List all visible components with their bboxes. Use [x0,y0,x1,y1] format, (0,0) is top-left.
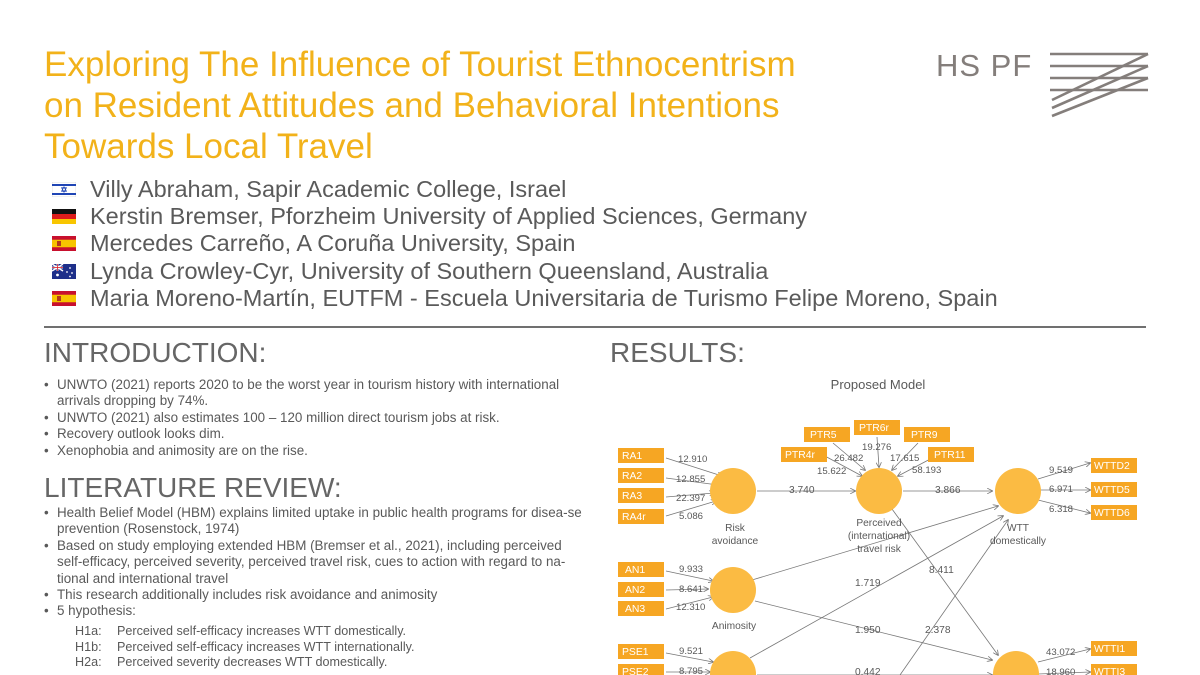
path-coefficient: 1.719 [855,578,881,589]
svg-text:RA2: RA2 [622,471,643,482]
literature-heading: LITERATURE REVIEW: [44,472,342,503]
hypothesis-list [75,624,414,671]
loading-value: 6.971 [1049,484,1074,495]
construct-nodes [710,468,1041,675]
svg-text:RA3: RA3 [622,491,643,502]
svg-text:PTR9: PTR9 [911,430,938,441]
indicator-pse2 [618,664,664,675]
loading-value: 5.086 [679,511,704,522]
travel-risk-label: travel risk [857,544,901,555]
list-item: • UNWTO (2021) also estimates 100 – 120 million direct tourism jobs at risk. [44,410,589,426]
travel-risk-label: (international) [847,531,911,542]
introduction-heading: INTRODUCTION: [44,337,267,368]
svg-text:PSE2: PSE2 [622,667,649,675]
indicator-wtti3 [1091,664,1137,675]
svg-text:PTR11: PTR11 [934,450,966,461]
author-item [52,258,998,285]
svg-text:WTTI3: WTTI3 [1094,667,1126,675]
list-item: • Health Belief Model (HBM) explains limited uptake in public health programs for disea-se prevention (Rosenstock, 1974) [44,505,584,538]
loading-value: 18.960 [1046,667,1076,675]
poster-title [44,44,904,167]
list-item: • UNWTO (2021) reports 2020 to be the worst year in tourism history with international arrivals dropping by 74%. [44,377,589,410]
author-list [52,176,998,312]
animosity-node [710,567,756,613]
svg-text:WTTD6: WTTD6 [1094,508,1130,519]
loading-value: 9.933 [679,564,704,575]
author-text: Kerstin Bremser, Pforzheim University of Applied Sciences, Germany [90,203,808,230]
author-item [52,203,998,230]
path-coefficient: 8.411 [929,565,954,576]
svg-text:AN1: AN1 [625,565,646,576]
spain-flag [52,236,76,251]
travel-risk-node [856,468,902,514]
author-text: Lynda Crowley-Cyr, University of Southern Queensland, Australia [90,257,769,284]
loading-value: 8.795 [679,666,704,675]
svg-text:AN3: AN3 [625,604,646,615]
list-item: • This research additionally includes risk avoidance and animosity [44,587,584,603]
author-text: Mercedes Carreño, A Coruña University, Spain [90,230,576,257]
logo-lines-icon [1046,46,1150,122]
loading-value: 9.519 [1049,465,1074,476]
svg-text:RA4r: RA4r [622,512,646,523]
spain-flag [52,291,76,306]
indicator-ptr6r [854,420,900,435]
path-coefficient: 3.866 [935,485,961,496]
indicator-ptr9 [904,427,950,442]
hypothesis-text: Perceived self-efficacy increases WTT domestically. [117,624,407,638]
model-title: Proposed Model [830,377,926,392]
risk-avoidance-label: avoidance [711,536,759,547]
indicator-wtti1 [1091,641,1137,656]
hypothesis-row [75,640,414,656]
loading-value: 9.521 [679,646,704,657]
svg-text:PTR4r: PTR4r [785,450,816,461]
wtt-international-node [993,651,1039,675]
hypothesis-row [75,624,414,640]
hypothesis-text: Perceived self-efficacy increases WTT internationally. [117,639,415,654]
literature-bullets [44,505,584,620]
author-text: Maria Moreno-Martín, EUTFM - Escuela Universitaria de Turismo Felipe Moreno, Spain [90,284,998,311]
loading-value: 6.318 [1049,504,1074,515]
wtt-domestic-label: domestically [989,536,1047,547]
author-item [52,176,998,203]
loading-value: 43.072 [1046,647,1076,658]
loading-value: 8.641 [679,584,704,595]
hypothesis-id: H1b: [75,639,102,654]
indicator-ptr4r [781,447,827,462]
indicator-wttd5 [1091,482,1137,497]
svg-text:PTR6r: PTR6r [859,423,890,434]
university-logo [936,46,1156,126]
path-coefficient: 2.378 [925,625,951,636]
list-item: • Based on study employing extended HBM (Bremser et al., 2021), including perceived self-efficacy, perceived severity, perceived travel risk, cues to action with regard to na-tional and international travel [44,538,584,587]
loading-value: 15.622 [817,466,847,477]
path-coefficient: 1.950 [855,625,881,636]
australia-flag [52,264,76,279]
loading-value: 12.310 [676,602,706,613]
indicator-wttd6 [1091,505,1137,520]
header-divider [44,326,1146,328]
list-item: • Recovery outlook looks dim. [44,426,589,442]
list-item: • 5 hypothesis: [44,603,584,619]
travel-risk-label: Perceived [856,518,902,529]
hypothesis-row [75,655,414,671]
wtt-domestic-node [995,468,1041,514]
path-model-svg [600,370,1200,675]
introduction-bullets [44,377,589,459]
indicator-an2 [618,582,664,597]
svg-text:RA1: RA1 [622,451,643,462]
path-coefficient: 0.442 [855,667,881,675]
loading-value: 19.276 [862,442,892,453]
results-heading: RESULTS: [610,337,745,368]
indicator-ra1 [618,448,664,463]
self-efficacy-node [710,651,756,675]
hypothesis-text: Perceived severity decreases WTT domestically. [117,655,388,670]
indicator-pse1 [618,644,664,659]
logo-text: HS PF [936,48,1033,83]
loading-value: 26.482 [834,453,864,464]
title-line: on Resident Attitudes and Behavioral Intentions [44,86,780,125]
indicator-an1 [618,562,664,577]
svg-text:PSE1: PSE1 [622,647,649,658]
hypothesis-id: H1a: [75,624,102,638]
indicator-ra2 [618,468,664,483]
indicator-ra4r [618,509,664,524]
title-line: Towards Local Travel [44,127,373,166]
author-item [52,285,998,312]
animosity-label: Animosity [711,621,757,632]
loading-value: 22.397 [676,493,706,504]
svg-text:AN2: AN2 [625,585,646,596]
israel-flag [52,182,76,197]
indicator-an3 [618,601,664,616]
indicator-wttd2 [1091,458,1137,473]
svg-text:PTR5: PTR5 [810,430,837,441]
indicator-ptr5 [804,427,850,442]
loading-value: 12.910 [678,454,708,465]
loading-value: 12.855 [676,474,706,485]
germany-flag [52,209,76,224]
hypothesis-id: H2a: [75,655,102,670]
loading-value: 17.615 [890,453,920,464]
svg-text:WTTD5: WTTD5 [1094,485,1130,496]
path-coefficient: 3.740 [789,485,815,496]
risk-avoidance-node [710,468,756,514]
author-item [52,230,998,257]
indicator-ptr11 [928,447,974,462]
loading-value: 58.193 [912,465,942,476]
author-text: Villy Abraham, Sapir Academic College, Israel [90,176,567,203]
title-line: Exploring The Influence of Tourist Ethnocentrism [44,45,796,84]
wtt-domestic-label: WTT [1006,523,1030,534]
svg-text:WTTD2: WTTD2 [1094,461,1130,472]
list-item: • Xenophobia and animosity are on the rise. [44,443,589,459]
indicator-ra3 [618,488,664,503]
path-model-diagram [600,370,1200,675]
risk-avoidance-label: Risk [725,523,745,534]
svg-text:WTTI1: WTTI1 [1094,644,1126,655]
